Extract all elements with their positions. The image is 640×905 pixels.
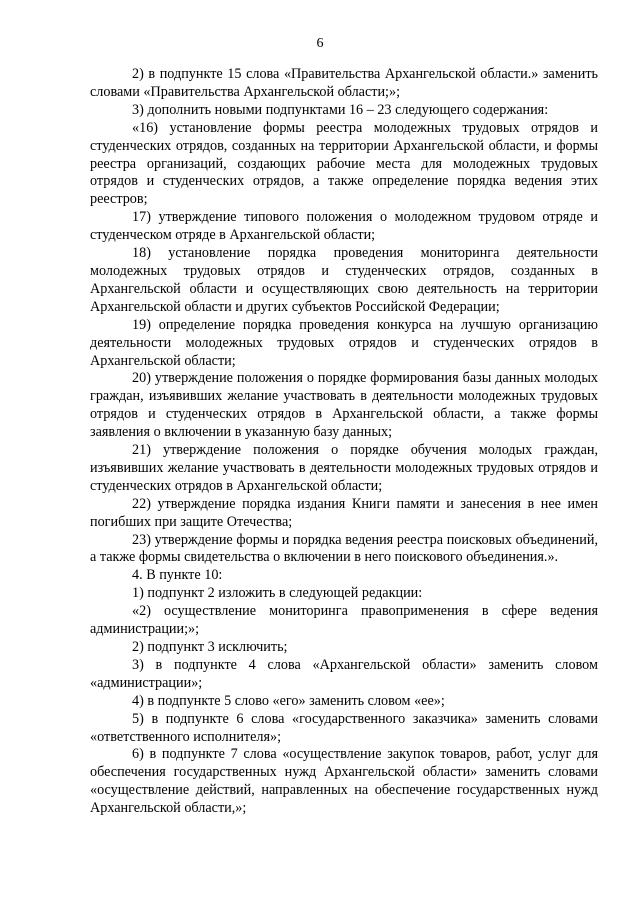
paragraph: 18) установление порядка проведения мониторинга деятельности молодежных трудовых отрядов и студенческих отрядов, созданных в Архангельской области и осуществляющих свою деятельность на территории Архангельской области и других субъектов Российской Федерации; [90,245,598,315]
paragraph: 17) утверждение типового положения о молодежном трудовом отряде и студенческом отряде в Архангельской области; [90,209,598,244]
paragraph: 4. В пункте 10: [132,567,223,584]
paragraph: 3) дополнить новыми подпунктами 16 – 23 следующего содержания: [132,101,549,118]
paragraph: 19) определение порядка проведения конкурса на лучшую организацию деятельности молодежных трудовых отрядов и студенческих отрядов в Архангельской области; [90,316,598,369]
document-body [90,66,598,818]
paragraph: 23) утверждение формы и порядка ведения реестра поисковых объединений, а также формы свидетельства о включении в него поискового объединения.». [90,531,598,566]
paragraph: «16) установление формы реестра молодежных трудовых отрядов и студенческих отрядов, созданных на территории Архангельской области, и формы реестра организаций, создающих рабочие места для молодежных трудовых отрядов и студенческих отрядов, а также определение порядка ведения этих реестров; [90,119,598,208]
page-number: 6 [316,36,324,51]
paragraph: «2) осуществление мониторинга правоприменения в сфере ведения администрации;»; [90,603,598,638]
paragraph: 21) утверждение положения о порядке обучения молодых граждан, изъявивших желание участвовать в деятельности молодежных трудовых отрядов и студенческих отрядов в Архангельской области; [90,442,598,494]
paragraph: 5) в подпункте 6 слова «государственного заказчика» заменить словами «ответственного исполнителя»; [90,710,598,745]
paragraph: 4) в подпункте 5 слово «его» заменить словом «ее»; [132,692,445,709]
paragraph: 1) подпункт 2 изложить в следующей редакции: [132,585,423,602]
paragraph: 2) в подпункте 15 слова «Правительства Архангельской области.» заменить словами «Правительства Архангельской области;»; [90,66,598,100]
paragraph: 2) подпункт 3 исключить; [132,639,288,655]
paragraph: 22) утверждение порядка издания Книги памяти и занесения в нее имен погибших при защите Отечества; [90,495,598,530]
paragraph: 20) утверждение положения о порядке формирования базы данных молодых граждан, изъявивших желание участвовать в деятельности молодежных трудовых отрядов и студенческих отрядов в Архангельской области, а также формы заявления о включении в указанную базу данных; [90,370,598,441]
paragraph: 6) в подпункте 7 слова «осуществление закупок товаров, работ, услуг для обеспечения государственных нужд Архангельской области» заменить словами «осуществление действий, направленных на обеспечение государственных нужд Архангельской области,»; [90,746,598,817]
paragraph: 3) в подпункте 4 слова «Архангельской области» заменить словом «администрации»; [90,656,598,691]
